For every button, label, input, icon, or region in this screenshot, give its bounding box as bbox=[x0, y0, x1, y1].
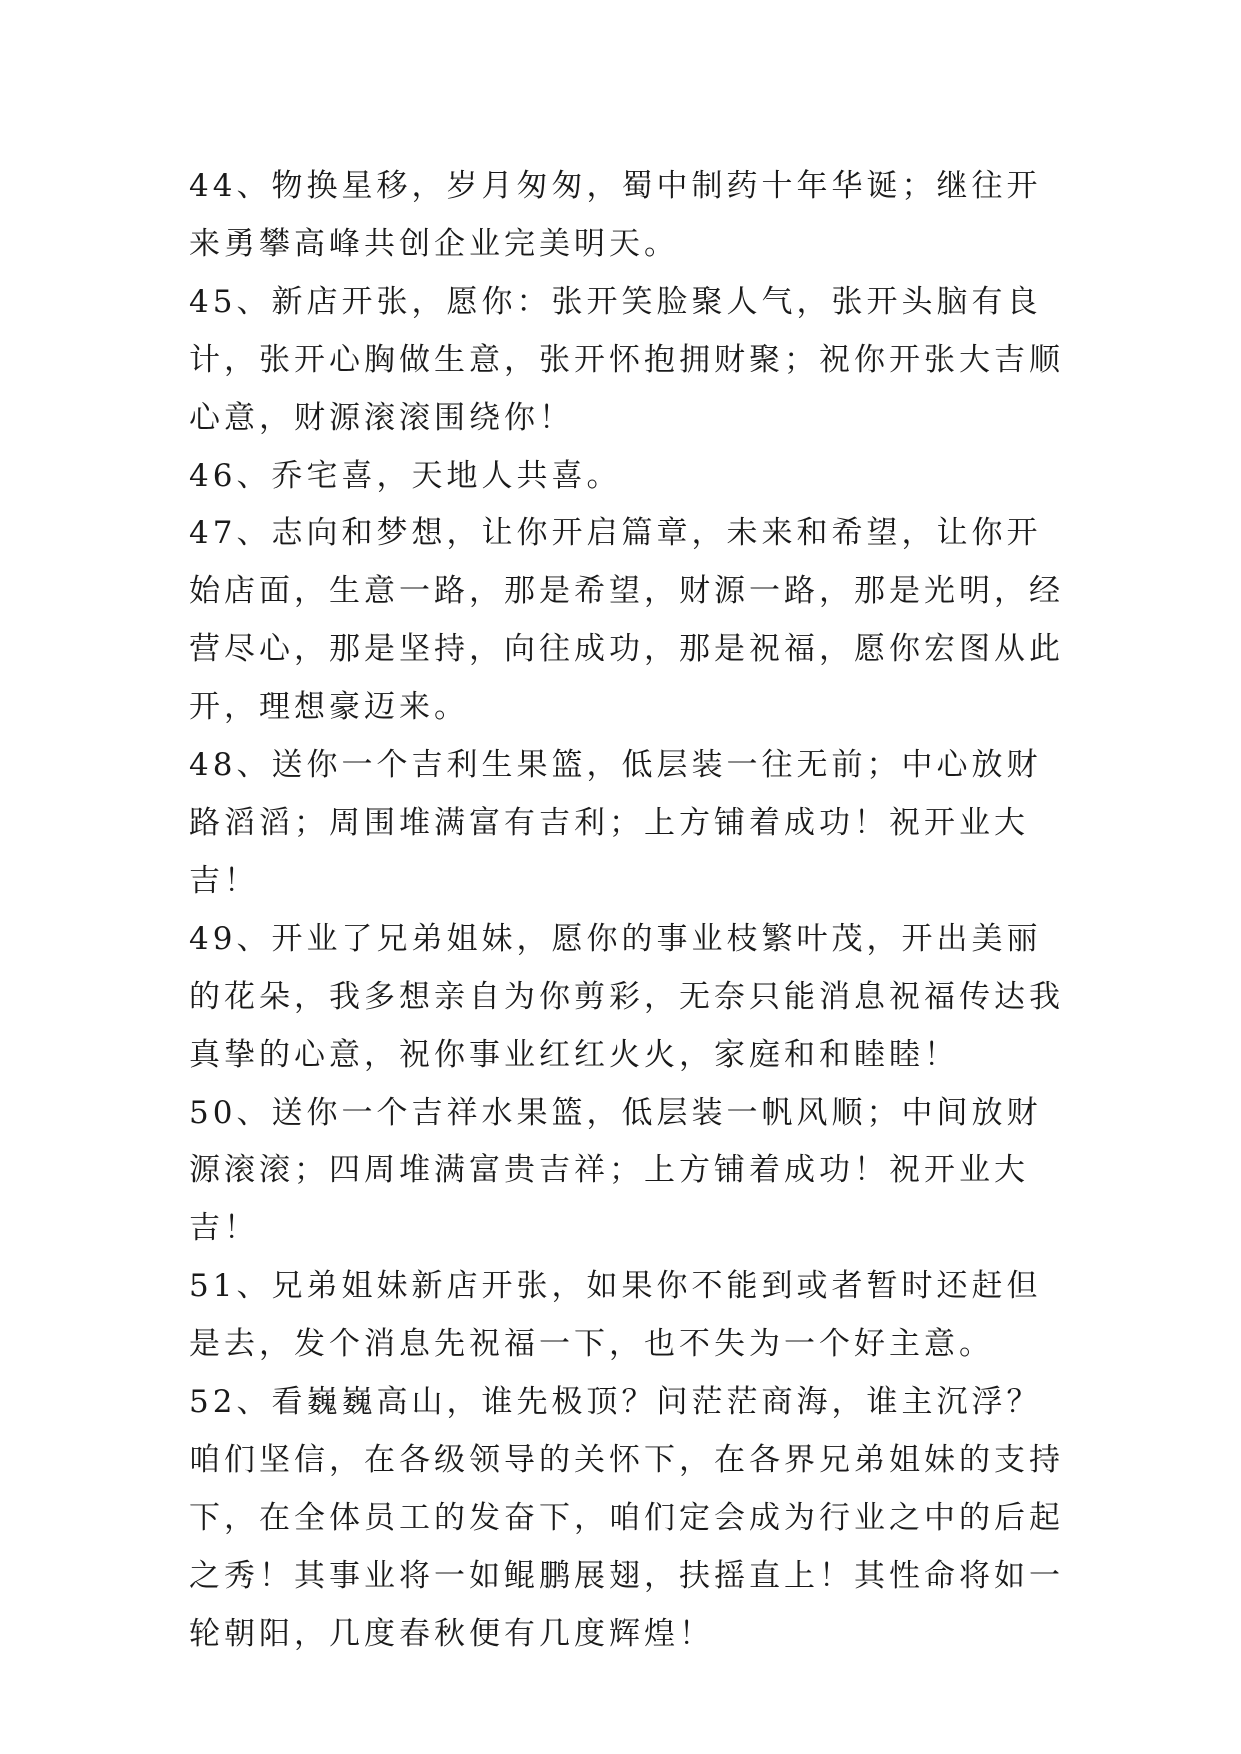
paragraph-48: 48、送你一个吉利生果篮，低层装一往无前；中心放财路滔滔；周围堆满富有吉利；上方铺着成功！祝开业大吉！ bbox=[189, 747, 1042, 899]
paragraph-51: 51、兄弟姐妹新店开张，如果你不能到或者暂时还赶但是去，发个消息先祝福一下，也不失为一个好主意。 bbox=[189, 1268, 1042, 1363]
paragraph-52: 52、看巍巍高山，谁先极顶？问茫茫商海，谁主沉浮？咱们坚信，在各级领导的关怀下，在各界兄弟姐妹的支持下，在全体员工的发奋下，咱们定会成为行业之中的后起之秀！其事业将一如鲲鹏展翅，扶摇直上！其性命将如一轮朝阳，几度春秋便有几度辉煌！ bbox=[189, 1384, 1064, 1652]
paragraph-46: 46、乔宅喜，天地人共喜。 bbox=[189, 457, 622, 494]
paragraph-49: 49、开业了兄弟姐妹，愿你的事业枝繁叶茂，开出美丽的花朵，我多想亲自为你剪彩，无奈只能消息祝福传达我真挚的心意，祝你事业红红火火，家庭和和睦睦！ bbox=[189, 920, 1064, 1073]
paragraph-47: 47、志向和梦想，让你开启篇章，未来和希望，让你开始店面，生意一路，那是希望，财源一路，那是光明，经营尽心，那是坚持，向往成功，那是祝福，愿你宏图从此开，理想豪迈来。 bbox=[189, 515, 1064, 726]
paragraph-45: 45、新店开张，愿你：张开笑脸聚人气，张开头脑有良计，张开心胸做生意，张开怀抱拥财聚；祝你开张大吉顺心意，财源滚滚围绕你！ bbox=[189, 283, 1064, 436]
document-body bbox=[189, 158, 1069, 1664]
paragraph-50: 50、送你一个吉祥水果篮，低层装一帆风顺；中间放财源滚滚；四周堆满富贵吉祥；上方铺着成功！祝开业大吉！ bbox=[189, 1094, 1042, 1247]
paragraph-44: 44、物换星移，岁月匆匆，蜀中制药十年华诞；继往开来勇攀高峰共创企业完美明天。 bbox=[189, 168, 1042, 262]
